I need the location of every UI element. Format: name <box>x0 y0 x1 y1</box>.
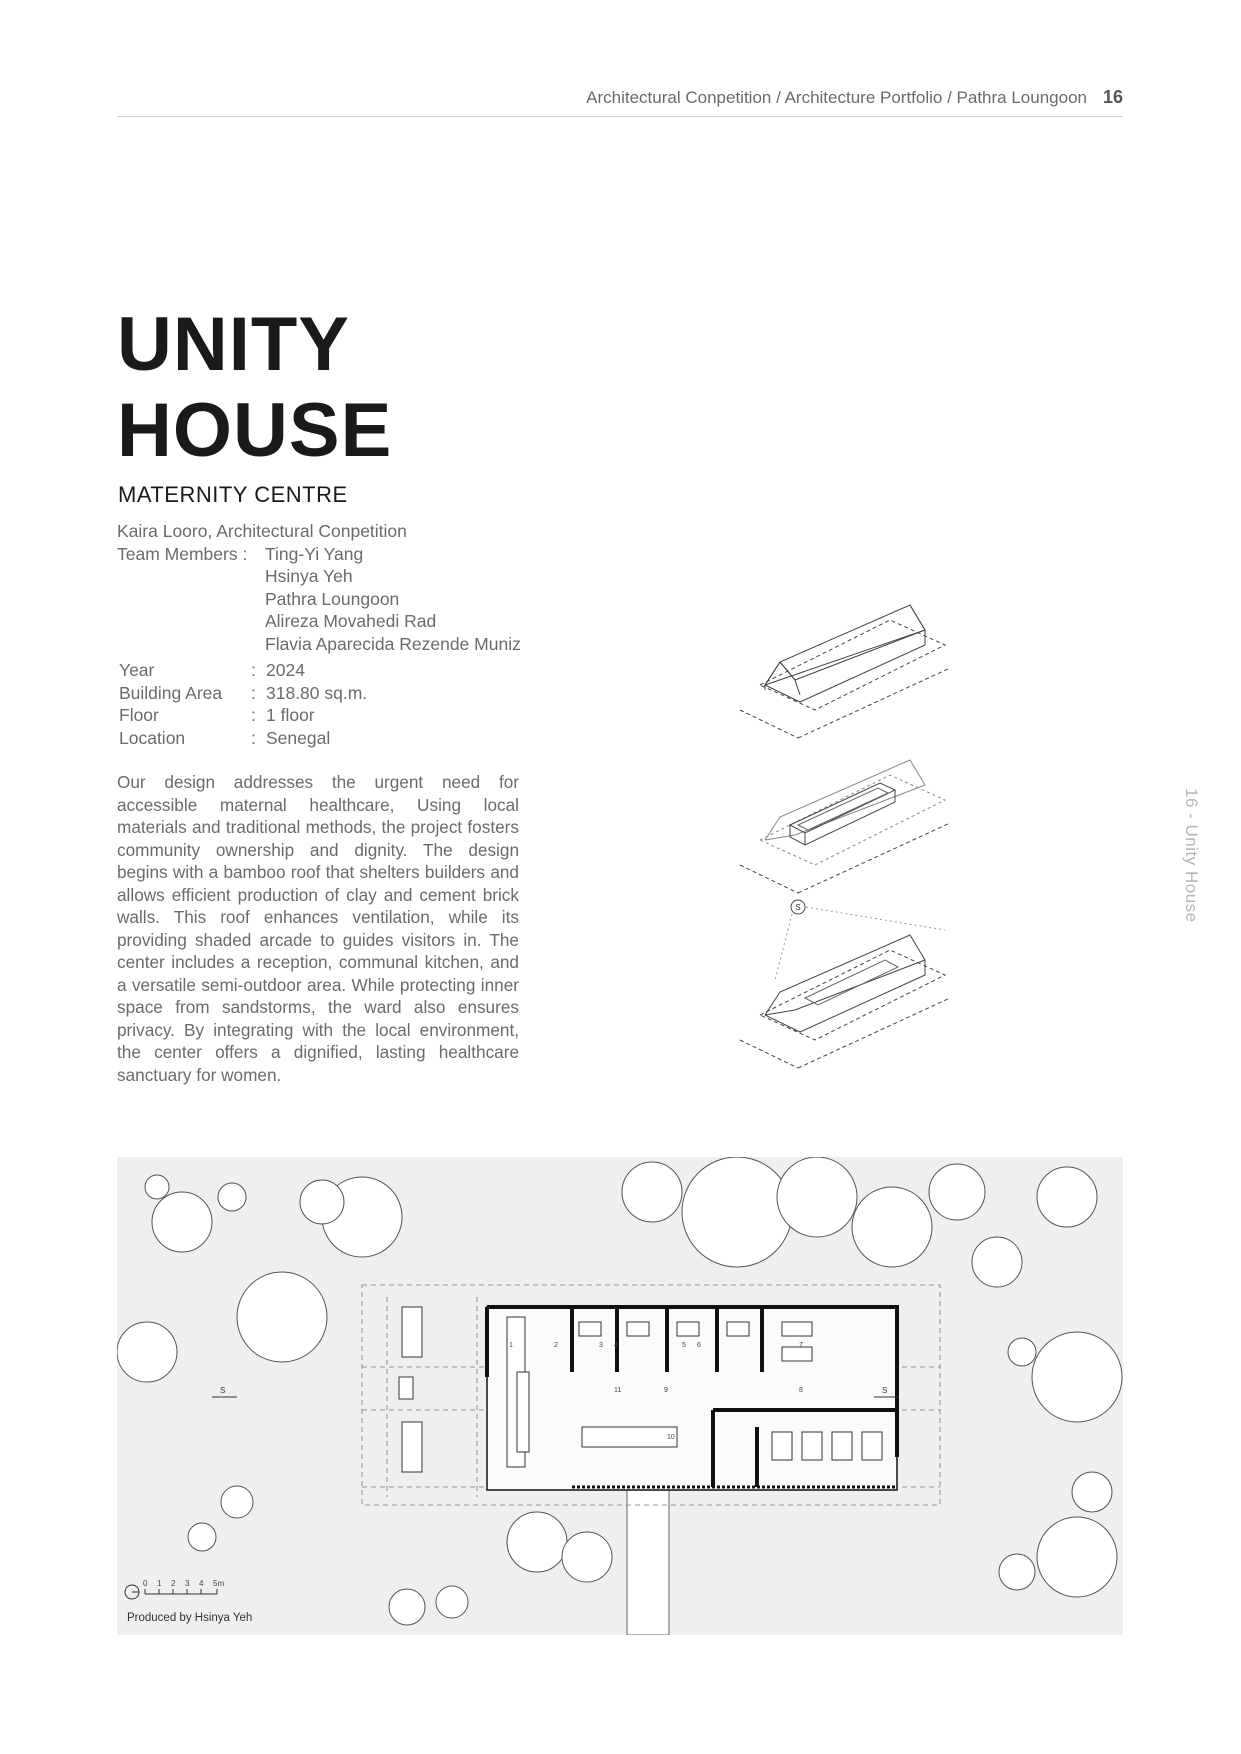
scale-tick-label: 5m <box>213 1579 225 1588</box>
fact-label: Floor <box>119 705 159 725</box>
room-number: 9 <box>664 1387 668 1394</box>
breadcrumb: Architectural Conpetition / Architecture Portfolio / Pathra Loungoon <box>586 88 1087 107</box>
floor-plan-drawing <box>117 1157 1123 1635</box>
room-number: 1 <box>509 1342 513 1349</box>
page-header <box>117 86 1123 117</box>
team-label: Team Members : <box>117 543 248 564</box>
scale-bar <box>125 1579 224 1599</box>
room-number: 3 <box>599 1342 603 1349</box>
fact-value: 318.80 sq.m. <box>266 682 368 703</box>
room-number: 6 <box>697 1342 701 1349</box>
fact-colon: : <box>251 682 256 703</box>
fact-colon: : <box>251 705 256 725</box>
room-number: 11 <box>614 1387 622 1394</box>
title-line-2: HOUSE <box>117 388 393 473</box>
fact-label: Location <box>119 727 186 748</box>
room-number: 8 <box>799 1387 803 1394</box>
floor-plan <box>117 1157 1123 1635</box>
scale-tick-label: 0 <box>143 1579 148 1588</box>
fact-row <box>119 727 367 750</box>
project-meta <box>117 520 521 655</box>
project-facts <box>119 659 367 749</box>
room-number: 4 <box>614 1342 618 1349</box>
fact-colon: : <box>251 727 256 748</box>
stone-path <box>627 1484 669 1635</box>
competition-text: Kaira Looro, Architectural Conpetition <box>117 521 407 541</box>
title-line-1: UNITY <box>117 302 350 387</box>
fact-row <box>119 682 367 705</box>
team-list <box>265 543 521 656</box>
project-title <box>117 302 392 474</box>
team-member: Alireza Movahedi Rad <box>265 611 437 631</box>
scale-tick-label: 1 <box>157 1579 162 1588</box>
section-mark-right: S <box>882 1386 888 1395</box>
fact-value: 1 floor <box>266 705 315 725</box>
room-number: 5 <box>682 1342 686 1349</box>
room-number: 2 <box>554 1342 558 1349</box>
team-row <box>117 543 521 656</box>
room-number: 10 <box>667 1434 675 1441</box>
project-description: Our design addresses the urgent need for accessible maternal healthcare, Using local materials and traditional methods, the project fosters community ownership and dignity. The design begins with a bamboo roof that shelters builders and allows efficient production of clay and cement brick walls. This roof enhances ventilation, while its providing shaded arcade to guides visitors in. The center includes a reception, communal kitchen, and a versatile semi-outdoor area. While protecting inner space from sandstorms, the ward also ensures privacy. By integrating with the local environment, the center offers a dignified, lasting healthcare sanctuary for women. <box>117 772 519 1085</box>
fact-value: 2024 <box>266 660 305 680</box>
team-member: Flavia Aparecida Rezende Muniz <box>265 633 521 654</box>
room-number: 7 <box>799 1342 803 1349</box>
fact-value: Senegal <box>266 727 331 748</box>
fact-row <box>119 704 367 727</box>
plan-credit: Produced by Hsinya Yeh <box>127 1612 253 1624</box>
sun-label: S <box>795 903 801 912</box>
team-member: Ting-Yi Yang <box>265 543 364 564</box>
axonometric-diagrams <box>720 590 980 1090</box>
scale-tick-label: 4 <box>199 1579 204 1588</box>
fact-row <box>119 659 367 682</box>
axo-walls-diagram <box>740 760 950 893</box>
scale-tick-label: 2 <box>171 1579 176 1588</box>
page-number: 16 <box>1102 87 1123 107</box>
section-mark-left: S <box>220 1386 226 1395</box>
team-member: Pathra Loungoon <box>265 588 400 609</box>
project-subtitle: MATERNITY CENTRE <box>118 482 348 507</box>
axo-roof-diagram <box>740 605 950 738</box>
fact-label: Building Area <box>119 682 223 703</box>
scale-tick-label: 3 <box>185 1579 190 1588</box>
fact-colon: : <box>251 660 256 680</box>
team-member: Hsinya Yeh <box>265 566 353 586</box>
axo-combined-diagram <box>740 900 950 1068</box>
fact-label: Year <box>119 660 155 680</box>
side-tab-label: 16 - Unity House <box>1182 788 1201 923</box>
